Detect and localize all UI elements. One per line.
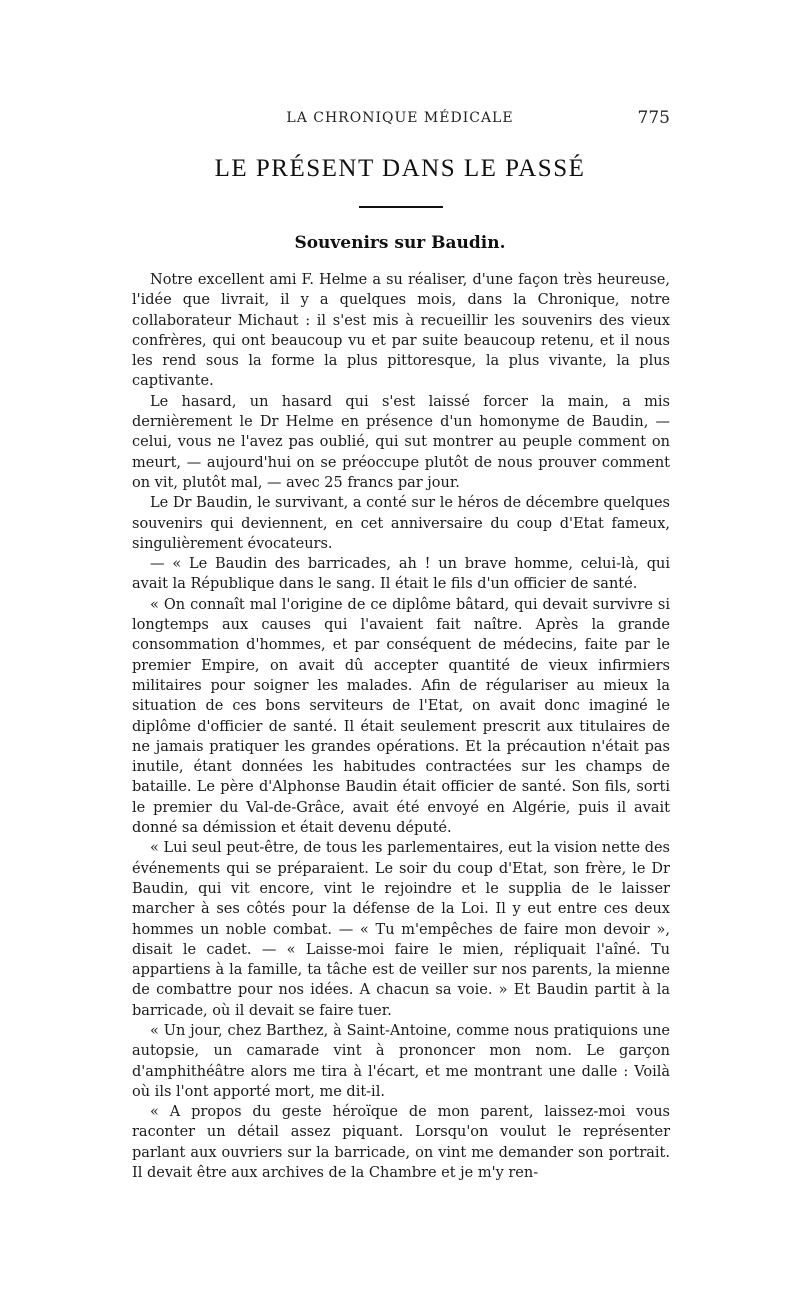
- paragraph: « On connaît mal l'origine de ce diplôme bâtard, qui devait survivre si longtemps aux causes qui l'avaient fait naître. Après la grande consommation d'hommes, et par conséquent de médecins, faite par le premier Empire, on avait dû accepter quantité de vieux infirmiers militaires pour soigner les malades. Afin de régulariser au mieux la situation de ces bons serviteurs de l'Etat, on avait donc imaginé le diplôme d'officier de santé. Il était seulement prescrit aux titulaires de ne jamais pratiquer les grandes opérations. Et la précaution n'était pas inutile, étant données les habitudes contractées sur les champs de bataille. Le père d'Alphonse Baudin était officier de santé. Son fils, sorti le premier du Val-de-Grâce, avait été envoyé en Algérie, puis il avait donné sa démission et était devenu député.: [132, 596, 670, 837]
- running-head: LA CHRONIQUE MÉDICALE: [286, 110, 514, 126]
- paragraph: Le Dr Baudin, le survivant, a conté sur le héros de décembre quelques souvenirs qui deviennent, en cet anniversaire du coup d'Etat fameux, singulièrement évocateurs.: [132, 495, 670, 552]
- title-rule: [359, 206, 443, 208]
- paragraph: « A propos du geste héroïque de mon parent, laissez-moi vous raconter un détail assez piquant. Lorsqu'on voulut le représenter parlant aux ouvriers sur la barricade, on vint me demander son portrait. Il devait être aux archives de la Chambre et je m'y ren-: [132, 1104, 670, 1182]
- page-number: 775: [637, 108, 670, 128]
- page-header: [130, 108, 670, 132]
- paragraph: « Lui seul peut-être, de tous les parlementaires, eut la vision nette des événements qui se préparaient. Le soir du coup d'Etat, son frère, le Dr Baudin, qui vit encore, vint le rejoindre et le supplia de le laisser marcher à ses côtés pour la défense de la Loi. Il y eut entre ces deux hommes un noble combat. — « Tu m'empêches de faire mon devoir », disait le cadet. — « Laisse-moi faire le mien, répliquait l'aîné. Tu appartiens à la famille, ta tâche est de veiller sur nos parents, la mienne de combattre pour nos idées. A chacun sa voie. » Et Baudin partit à la barricade, où il devait se faire tuer.: [132, 840, 670, 1019]
- article-subtitle: Souvenirs sur Baudin.: [294, 233, 506, 253]
- article-body: [132, 270, 670, 1183]
- section-title: LE PRÉSENT DANS LE PASSÉ: [214, 155, 586, 182]
- paragraph: « Un jour, chez Barthez, à Saint-Antoine, comme nous pratiquions une autopsie, un camarade vint à prononcer mon nom. Le garçon d'amphithéâtre alors me tira à l'écart, et me montrant une dalle : Voilà où ils l'ont apporté mort, me dit-il.: [132, 1022, 670, 1100]
- paragraph: Le hasard, un hasard qui s'est laissé forcer la main, a mis dernièrement le Dr Helme en présence d'un homonyme de Baudin, — celui, vous ne l'avez pas oublié, qui sut montrer au peuple comment on meurt, — aujourd'hui on se préoccupe plutôt de nous prouver comment on vit, plutôt mal, — avec 25 francs par jour.: [132, 393, 670, 491]
- paragraph: Notre excellent ami F. Helme a su réaliser, d'une façon très heureuse, l'idée que livrait, il y a quelques mois, dans la Chronique, notre collaborateur Michaut : il s'est mis à recueillir les souvenirs des vieux confrères, qui ont beaucoup vu et par suite beaucoup retenu, et il nous les rend sous la forme la plus pittoresque, la plus vivante, la plus captivante.: [132, 272, 670, 390]
- paragraph: — « Le Baudin des barricades, ah ! un brave homme, celui-là, qui avait la République dans le sang. Il était le fils d'un officier de santé.: [132, 556, 670, 593]
